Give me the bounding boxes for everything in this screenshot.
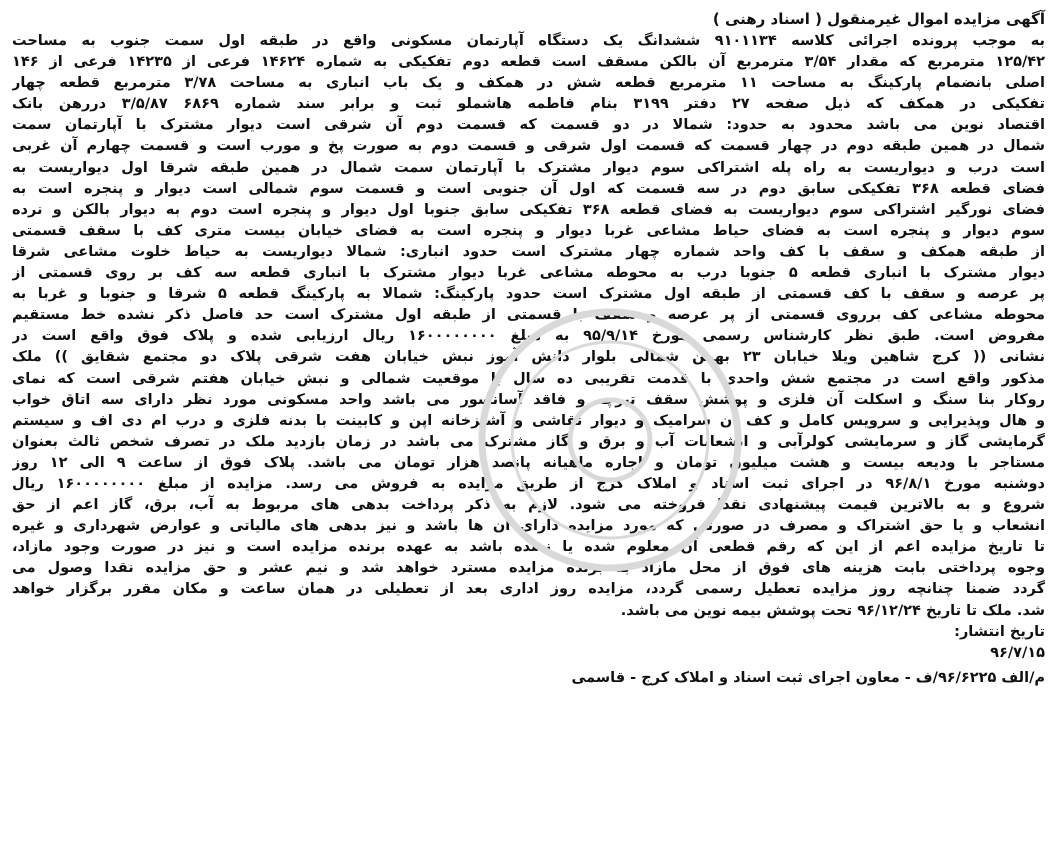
- body-line: گرمایشی گاز و سرمایشی کولرآبی و انشعابات آب و برق و گاز مشترک می باشد در زمان بازدید ملک در تصرف شخص ثالث بعنوان: [12, 433, 1045, 450]
- body-line: سوم دیوار و پنجره است به فضای حیاط مشاعی غربا دیوار و پنجره است به فضای خیابان بیست متری کف با سقف قسمتی: [12, 222, 1045, 239]
- body-line: اقتصاد نوین می باشد محدود به حدود: شمالا در دو قسمت که قسمت دوم آن شرقی است دیوار مشترک با آپارتمان سمت: [12, 117, 1045, 134]
- body-line: مستاجر با ودیعه بیست و هشت میلیون تومان و اجاره ماهیانه پانصد هزار تومان می باشد. پلاک فوق از ساعت ۹ الی ۱۲ روز: [12, 454, 1045, 471]
- notice-body: [12, 31, 1045, 622]
- publish-date: ۹۶/۷/۱۵: [990, 644, 1045, 661]
- body-line: فضای نورگیر اشتراکی سوم دیواریست به فضای قطعه ۳۶۸ تفکیکی سابق جنوبا اول دیوار و پنجره است دوم به دیوار بالکن و نرده: [12, 201, 1045, 218]
- body-line: تا تاریخ مزایده اعم از این که رقم قطعی آن معلوم شده یا نشده باشد به عهده برنده مزایده است و نیز در صورت وجود مازاد،: [12, 539, 1045, 556]
- body-line: دوشنبه مورخ ۹۶/۸/۱ در اجرای ثبت اسناد و املاک کرج از طریق مزایده به فروش می رسد. مزایده از مبلغ ۱۶۰۰۰۰۰۰۰۰ ریال: [12, 475, 1045, 492]
- body-line: شد. ملک تا تاریخ ۹۶/۱۲/۲۴ تحت پوشش بیمه نوین می باشد.: [620, 602, 1045, 619]
- body-line: شروع و به بالاترین قیمت پیشنهادی نقدا فروخته می شود. لازم به ذکر پرداخت بدهی های مربوط به آب، برق، گاز اعم از حق: [12, 497, 1045, 514]
- body-line: است درب و دیواریست به راه پله اشتراکی سوم دیوار مشترک با آپارتمان سمت شمال در همین طبقه شرقا اول دیواریست به: [12, 159, 1045, 176]
- body-line: ۱۲۵/۴۲ مترمربع که مقدار ۳/۵۴ مترمربع آن بالکن مسقف است قطعه دوم تفکیکی به شماره ۱۴۶۲۴ فرعی از ۱۴۲۳۵ فرعی از ۱۴۶: [12, 54, 1045, 71]
- body-line: فضای قطعه ۳۶۸ تفکیکی سابق دوم در سه قسمت که اول آن جنوبی است و قسمت سوم شمالی است دیوار و پنجره است به: [12, 180, 1045, 197]
- notice-title: آگهی مزایده اموال غیرمنقول ( اسناد رهنی ): [712, 10, 1045, 28]
- body-line: محوطه مشاعی کف برروی قسمتی از پر عرصه و سقف با قسمتی از طبقه اول مشترک است حد فاصل ذکر نشده خط مستقیم: [12, 307, 1045, 324]
- body-line: انشعاب و یا حق اشتراک و مصرف در صورتی که مورد مزایده دارای آن ها باشد و نیز بدهی های مالیاتی و عوارض شهرداری و غیره: [12, 518, 1045, 535]
- body-line: مذکور واقع است در مجتمع شش واحدی با قدمت تقریبی ده سال با موقعیت شمالی و نبش خیابان هفتم شرقی است که نمای: [12, 370, 1045, 387]
- body-line: دیوار مشترک با انباری قطعه ۵ جنوبا درب به محوطه مشاعی غربا دیوار مشترک با انباری قطعه سه کف بر روی قسمتی از: [12, 265, 1045, 282]
- signature-line: م/الف ۹۶/۶۲۲۵/ف - معاون اجرای ثبت اسناد و املاک کرج - قاسمی: [571, 669, 1045, 686]
- body-line: تفکیکی در همکف که ذیل صفحه ۲۷ دفتر ۳۱۹۹ بنام فاطمه هاشملو ثبت و برابر سند شماره ۶۸۶۹ ۳/۵/۸۷ دررهن بانک: [12, 96, 1045, 113]
- body-line: گردد ضمنا چنانچه روز مزایده تعطیل رسمی گردد، مزایده روز اداری بعد از تعطیلی در همان ساعت و مکان مقرر برگزار خواهد: [12, 581, 1045, 598]
- body-line: به موجب پرونده اجرائی کلاسه ۹۱۰۱۱۳۴ ششدانگ یک دستگاه آپارتمان مسکونی واقع در طبقه اول سمت جنوب به مساحت: [12, 33, 1045, 49]
- body-line: نشانی (( کرج شاهین ویلا خیابان ۲۳ بهمن شمالی بلوار دانش آموز نبش خیابان هفت شرقی پلاک دو مجتمع شقایق )) ملک: [12, 349, 1045, 366]
- body-line: از طبقه همکف و سقف با کف واحد شماره چهار مشترک است حدود انباری: شمالا دیواریست به حیاط خلوت مشاعی شرقا: [12, 243, 1045, 260]
- body-line: روکار بنا سنگ و اسکلت آن فلزی و پوشش سقف تیرچه و فاقد آسانسور می باشد واحد مسکونی مورد نظر دارای سه اتاق خواب: [12, 391, 1045, 408]
- publish-label: تاریخ انتشار:: [954, 623, 1045, 640]
- body-line: شمال در همین طبقه دوم در چهار قسمت که قسمت اول شرقی و قسمت دوم به صورت پخ و مورب است و قسمت چهارم آن غربی: [12, 138, 1045, 155]
- body-line: اصلی بانضمام پارکینگ به مساحت ۱۱ مترمربع قطعه شش در همکف و یک باب انباری به مساحت ۳/۷۸ مترمربع قطعه چهار: [12, 75, 1045, 92]
- body-line: پر عرصه و سقف با کف قسمتی از طبقه اول مشترک است حدود پارکینگ: شمالا به پارکینگ قطعه ۵ شرقا و جنوبا و غربا به: [12, 286, 1045, 303]
- body-line: و هال وپذیرایی و سرویس کامل و کف آن سرامیک و دیوار نقاشی و آشپزخانه اپن و کابینت با بدنه فلزی و درب ام دی اف و سیستم: [12, 412, 1045, 429]
- body-line: وجوه پرداختی بابت هزینه های فوق از محل مازاد به برنده مزایده مسترد خواهد شد و نیم عشر و حق مزایده نقدا وصول می: [12, 560, 1045, 577]
- body-line: مفروض است. طبق نظر کارشناس رسمی مورخ ۹۵/۹/۱۴ به مبلغ ۱۶۰۰۰۰۰۰۰۰ ریال ارزیابی شده و پلاک فوق واقع است در: [12, 328, 1045, 345]
